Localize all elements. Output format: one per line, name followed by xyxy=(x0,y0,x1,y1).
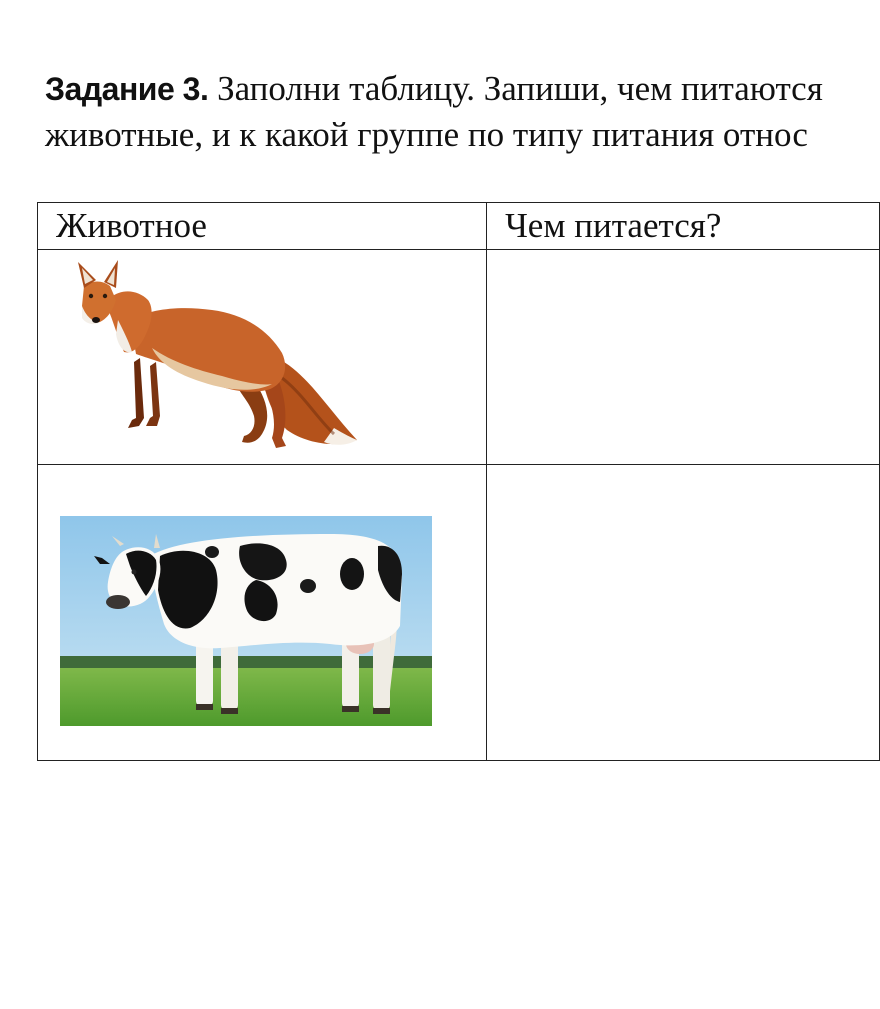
fox-image xyxy=(72,258,362,458)
header-food: Чем питается? xyxy=(487,203,880,250)
worksheet-table xyxy=(37,202,880,761)
task-instruction: Заполни таблицу. Запиши, чем питаются xyxy=(208,69,823,108)
task-line-1 xyxy=(45,66,880,112)
food-cell-cow[interactable] xyxy=(487,465,880,761)
table-row xyxy=(38,465,880,761)
animal-cell-cow xyxy=(38,465,487,761)
task-line-2: животные, и к какой группе по типу питания относ xyxy=(45,115,808,154)
table-header-row xyxy=(38,203,880,250)
task-label: Задание 3. xyxy=(45,71,209,107)
food-cell-fox[interactable] xyxy=(487,250,880,465)
header-animal: Животное xyxy=(38,203,487,250)
task-text xyxy=(45,66,880,158)
cow-image xyxy=(60,516,432,726)
table-row xyxy=(38,250,880,465)
animal-cell-fox xyxy=(38,250,487,465)
